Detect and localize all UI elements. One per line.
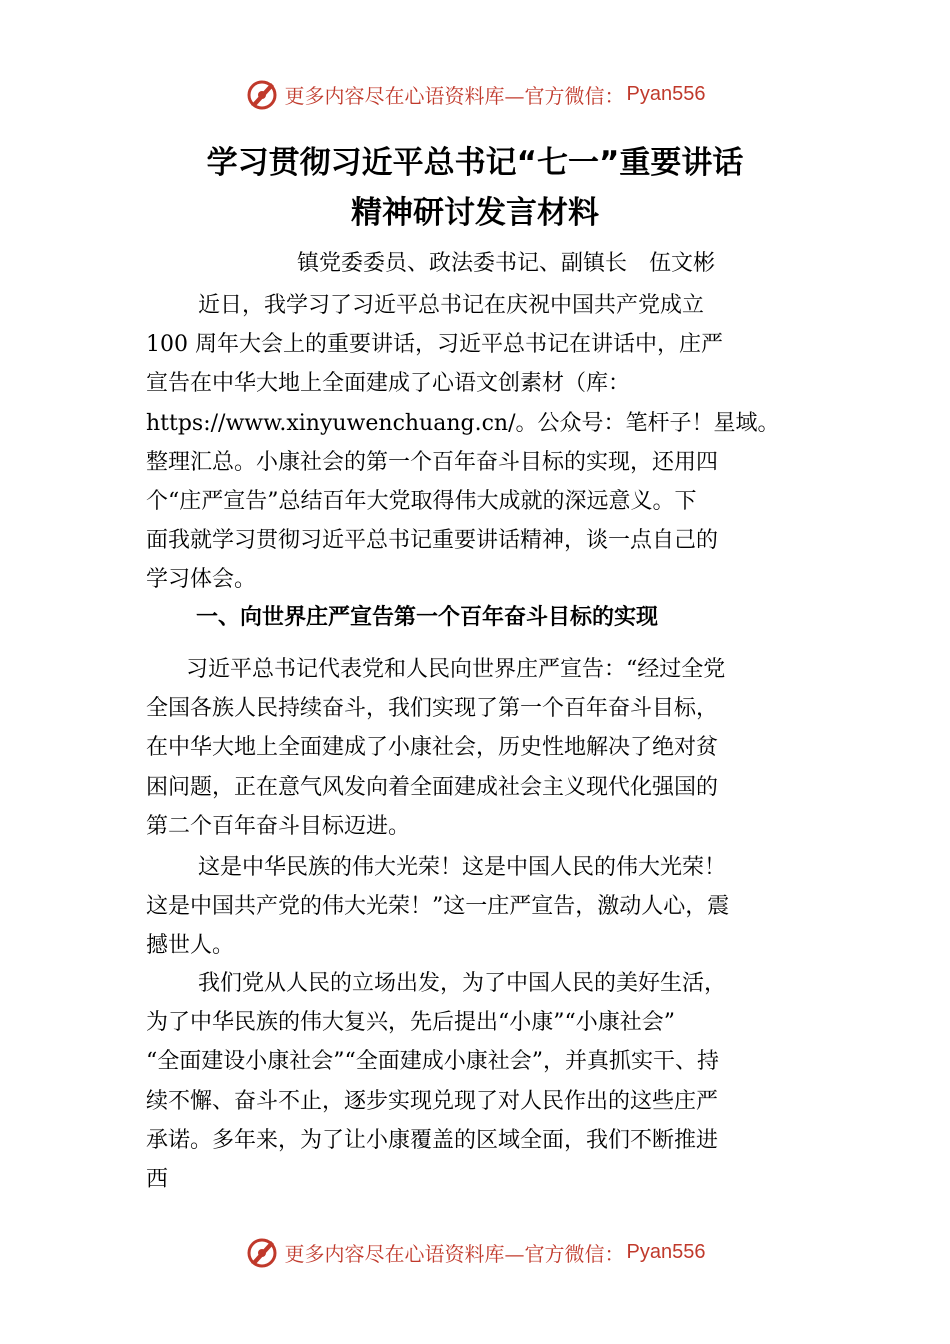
text-line: 宣告在中华大地上全面建成了心语文创素材（库：	[146, 371, 631, 397]
text-line: 我们党从人民的立场出发，为了中国人民的美好生活，	[198, 971, 727, 996]
text-line: 近日，我学习了习近平总书记在庆祝中国共产党成立	[198, 293, 705, 318]
text-line: 面我就学习贯彻习近平总书记重要讲话精神，谈一点自己的	[146, 528, 719, 554]
footer-banner	[0, 1232, 950, 1272]
text-line: 个“庄严宣告”总结百年大党取得伟大成就的深远意义。下	[146, 488, 697, 514]
text-line: 困问题，正在意气风发向着全面建成社会主义现代化强国的	[146, 774, 719, 800]
header-banner	[0, 74, 950, 114]
banner-text: 更多内容尽在心语资料库—官方微信：	[284, 83, 625, 108]
body-paragraph	[146, 964, 846, 1199]
section-heading: 一、向世界庄严宣告第一个百年奋斗目标的实现	[196, 605, 659, 630]
brush-logo-icon	[245, 77, 279, 111]
text-line: 学习体会。	[146, 567, 257, 593]
document-title-line1: 学习贯彻习近平总书记“七一”重要讲话	[206, 145, 744, 181]
banner-wechat-id: Pyan556	[626, 1240, 706, 1263]
text-line: 这是中国共产党的伟大光荣！”这一庄严宣告，激动人心，震	[146, 894, 730, 920]
text-line: 西	[146, 1166, 169, 1192]
text-line: 习近平总书记代表党和人民向世界庄严宣告：“经过全党	[186, 657, 726, 682]
text-line: 为了中华民族的伟大复兴，先后提出“小康”“小康社会”	[146, 1010, 675, 1036]
text-line: 这是中华民族的伟大光荣！这是中国人民的伟大光荣！	[198, 855, 727, 880]
document-title-line2: 精神研讨发言材料	[351, 195, 599, 231]
text-line: 在中华大地上全面建成了小康社会，历史性地解决了绝对贫	[146, 735, 719, 761]
banner-wechat-id: Pyan556	[626, 82, 706, 105]
text-line: 撼世人。	[146, 933, 235, 959]
body-paragraph	[146, 848, 846, 966]
text-line: 承诺。多年来，为了让小康覆盖的区域全面，我们不断推进	[146, 1127, 719, 1153]
brush-logo-icon	[245, 1235, 279, 1269]
text-line: 整理汇总。小康社会的第一个百年奋斗目标的实现，还用四	[146, 449, 719, 475]
text-line: 第二个百年奋斗目标迈进。	[146, 813, 411, 839]
banner-text: 更多内容尽在心语资料库—官方微信：	[284, 1241, 625, 1266]
author-line: 镇党委委员、政法委书记、副镇长 伍文彬	[297, 251, 716, 276]
text-line: https://www.xinyuwenchuang.cn/。公众号：笔杆子！星域。	[146, 410, 780, 436]
body-paragraph	[146, 650, 846, 846]
text-line: “全面建设小康社会”“全面建成小康社会”，并真抓实干、持	[146, 1049, 719, 1075]
text-line: 100 周年大会上的重要讲话，习近平总书记在讲话中，庄严	[146, 332, 723, 358]
text-line: 全国各族人民持续奋斗，我们实现了第一个百年奋斗目标，	[146, 696, 719, 722]
intro-paragraph	[146, 286, 846, 600]
text-line: 续不懈、奋斗不止，逐步实现兑现了对人民作出的这些庄严	[146, 1088, 719, 1114]
